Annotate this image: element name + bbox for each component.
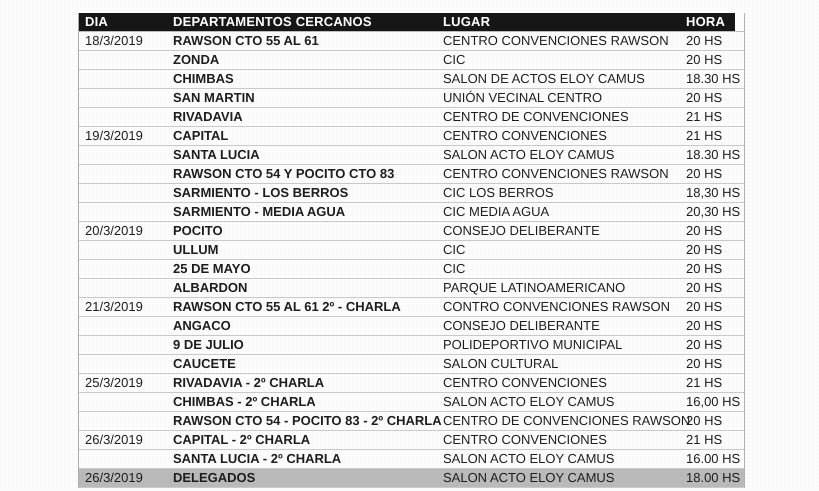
cell-lugar: CIC LOS BERROS	[443, 185, 554, 200]
cell-lugar: CENTRO CONVENCIONES RAWSON	[443, 166, 669, 181]
table-row	[79, 127, 744, 146]
cell-lugar: CIC	[443, 52, 466, 67]
cell-hora: 20 HS	[686, 280, 723, 295]
cell-departamento: ALBARDON	[173, 280, 248, 295]
cell-departamento: CAPITAL	[173, 128, 229, 143]
cell-lugar: CIC	[443, 261, 466, 276]
cell-hora: 20 HS	[686, 299, 723, 314]
table-row	[79, 374, 744, 393]
cell-dia	[79, 51, 173, 69]
cell-lugar: SALON DE ACTOS ELOY CAMUS	[443, 71, 645, 86]
cell-departamento: POCITO	[173, 223, 223, 238]
cell-dia	[79, 393, 173, 411]
cell-departamento: RIVADAVIA - 2º CHARLA	[173, 375, 325, 390]
cell-departamento: RAWSON CTO 55 AL 61 2º - CHARLA	[173, 299, 401, 314]
cell-dia: 26/3/2019	[85, 432, 143, 447]
cell-lugar: SALON ACTO ELOY CAMUS	[443, 147, 615, 162]
table-row	[79, 146, 744, 165]
cell-hora: 16,00 HS	[686, 394, 741, 409]
cell-dia	[79, 355, 173, 373]
table-row	[79, 89, 744, 108]
cell-dia	[79, 146, 173, 164]
cell-hora: 20 HS	[686, 318, 723, 333]
table-row	[79, 431, 744, 450]
table-row	[79, 298, 744, 317]
table-row	[79, 317, 744, 336]
cell-departamento: SARMIENTO - MEDIA AGUA	[173, 204, 346, 219]
cell-hora: 20 HS	[686, 413, 723, 428]
cell-departamento: CHIMBAS	[173, 71, 234, 86]
table-row	[79, 393, 744, 412]
cell-lugar: POLIDEPORTIVO MUNICIPAL	[443, 337, 623, 352]
cell-dia	[79, 412, 173, 430]
cell-departamento: 25 DE MAYO	[173, 261, 251, 276]
cell-departamento: SANTA LUCIA	[173, 147, 260, 162]
cell-departamento: CHIMBAS - 2º CHARLA	[173, 394, 316, 409]
cell-departamento: SANTA LUCIA - 2º CHARLA	[173, 451, 342, 466]
cell-lugar: CIC MEDIA AGUA	[443, 204, 550, 219]
cell-dia	[79, 89, 173, 107]
cell-dia: 21/3/2019	[85, 299, 143, 314]
cell-dia: 25/3/2019	[85, 375, 143, 390]
table-row	[79, 165, 744, 184]
cell-hora: 20 HS	[686, 33, 723, 48]
cell-dia	[79, 184, 173, 202]
cell-departamento: RIVADAVIA	[173, 109, 243, 124]
cell-lugar: PARQUE LATINOAMERICANO	[443, 280, 626, 295]
cell-lugar: UNIÓN VECINAL CENTRO	[443, 90, 603, 105]
cell-lugar: CONSEJO DELIBERANTE	[443, 223, 600, 238]
cell-lugar: SALON ACTO ELOY CAMUS	[443, 394, 615, 409]
cell-lugar: CONTRO CONVENCIONES RAWSON	[443, 299, 671, 314]
cell-dia	[79, 165, 173, 183]
cell-departamento: SARMIENTO - LOS BERROS	[173, 185, 349, 200]
cell-hora: 21 HS	[686, 432, 723, 447]
cell-dia: 26/3/2019	[85, 470, 143, 485]
cell-hora: 18.30 HS	[686, 71, 741, 86]
table-row	[79, 241, 744, 260]
column-header-lugar: LUGAR	[443, 14, 491, 29]
column-header-hora: HORA	[686, 14, 726, 29]
cell-hora: 20,30 HS	[686, 204, 741, 219]
cell-hora: 21 HS	[686, 109, 723, 124]
cell-hora: 20 HS	[686, 356, 723, 371]
cell-lugar: CENTRO DE CONVENCIONES RAWSON	[443, 413, 691, 428]
cell-departamento: RAWSON CTO 54 - POCITO 83 - 2º CHARLA	[173, 413, 442, 428]
cell-hora: 21 HS	[686, 128, 723, 143]
table-row	[79, 469, 744, 488]
cell-hora: 20 HS	[686, 52, 723, 67]
cell-dia: 20/3/2019	[85, 223, 143, 238]
cell-hora: 20 HS	[686, 261, 723, 276]
table-row	[79, 51, 744, 70]
cell-departamento: RAWSON CTO 54 Y POCITO CTO 83	[173, 166, 395, 181]
cell-dia	[79, 279, 173, 297]
table-row	[79, 222, 744, 241]
cell-hora: 20 HS	[686, 223, 723, 238]
cell-dia	[79, 203, 173, 221]
cell-dia	[79, 70, 173, 88]
cell-departamento: ZONDA	[173, 52, 220, 67]
table-row	[79, 203, 744, 222]
table-row	[79, 260, 744, 279]
cell-departamento: ULLUM	[173, 242, 219, 257]
table-header-row	[79, 13, 744, 32]
table-row	[79, 108, 744, 127]
cell-hora: 18.00 HS	[686, 470, 741, 485]
cell-departamento: CAUCETE	[173, 356, 236, 371]
column-header-departamentos: DEPARTAMENTOS CERCANOS	[173, 14, 372, 29]
table-row	[79, 450, 744, 469]
cell-hora: 16.00 HS	[686, 451, 741, 466]
cell-lugar: CENTRO CONVENCIONES	[443, 128, 607, 143]
table-row	[79, 70, 744, 89]
cell-lugar: CENTRO CONVENCIONES	[443, 432, 607, 447]
cell-hora: 18,30 HS	[686, 185, 741, 200]
cell-lugar: CENTRO DE CONVENCIONES	[443, 109, 629, 124]
table-body	[79, 32, 744, 488]
cell-hora: 20 HS	[686, 90, 723, 105]
cell-dia	[79, 241, 173, 259]
cell-departamento: ANGACO	[173, 318, 231, 333]
cell-hora: 20 HS	[686, 166, 723, 181]
cell-hora: 18.30 HS	[686, 147, 741, 162]
cell-dia	[79, 450, 173, 468]
cell-lugar: CIC	[443, 242, 466, 257]
cell-dia	[79, 336, 173, 354]
cell-departamento: RAWSON CTO 55 AL 61	[173, 33, 319, 48]
table-row	[79, 184, 744, 203]
cell-lugar: SALON ACTO ELOY CAMUS	[443, 470, 615, 485]
cell-lugar: CENTRO CONVENCIONES	[443, 375, 607, 390]
cell-departamento: 9 DE JULIO	[173, 337, 244, 352]
cell-hora: 21 HS	[686, 375, 723, 390]
table-row	[79, 355, 744, 374]
cell-hora: 20 HS	[686, 337, 723, 352]
table-row	[79, 279, 744, 298]
cell-dia	[79, 317, 173, 335]
cell-dia	[79, 108, 173, 126]
table-row	[79, 336, 744, 355]
cell-dia	[79, 260, 173, 278]
cell-hora: 20 HS	[686, 242, 723, 257]
cell-lugar: CENTRO CONVENCIONES RAWSON	[443, 33, 669, 48]
schedule-table	[78, 13, 745, 488]
cell-departamento: DELEGADOS	[173, 470, 256, 485]
cell-lugar: SALON CULTURAL	[443, 356, 559, 371]
cell-dia: 19/3/2019	[85, 128, 143, 143]
cell-lugar: CONSEJO DELIBERANTE	[443, 318, 600, 333]
table-row	[79, 412, 744, 431]
table-row	[79, 32, 744, 51]
cell-departamento: SAN MARTIN	[173, 90, 255, 105]
cell-departamento: CAPITAL - 2º CHARLA	[173, 432, 311, 447]
cell-dia: 18/3/2019	[85, 33, 143, 48]
column-header-dia: DIA	[85, 14, 108, 29]
cell-lugar: SALON ACTO ELOY CAMUS	[443, 451, 615, 466]
